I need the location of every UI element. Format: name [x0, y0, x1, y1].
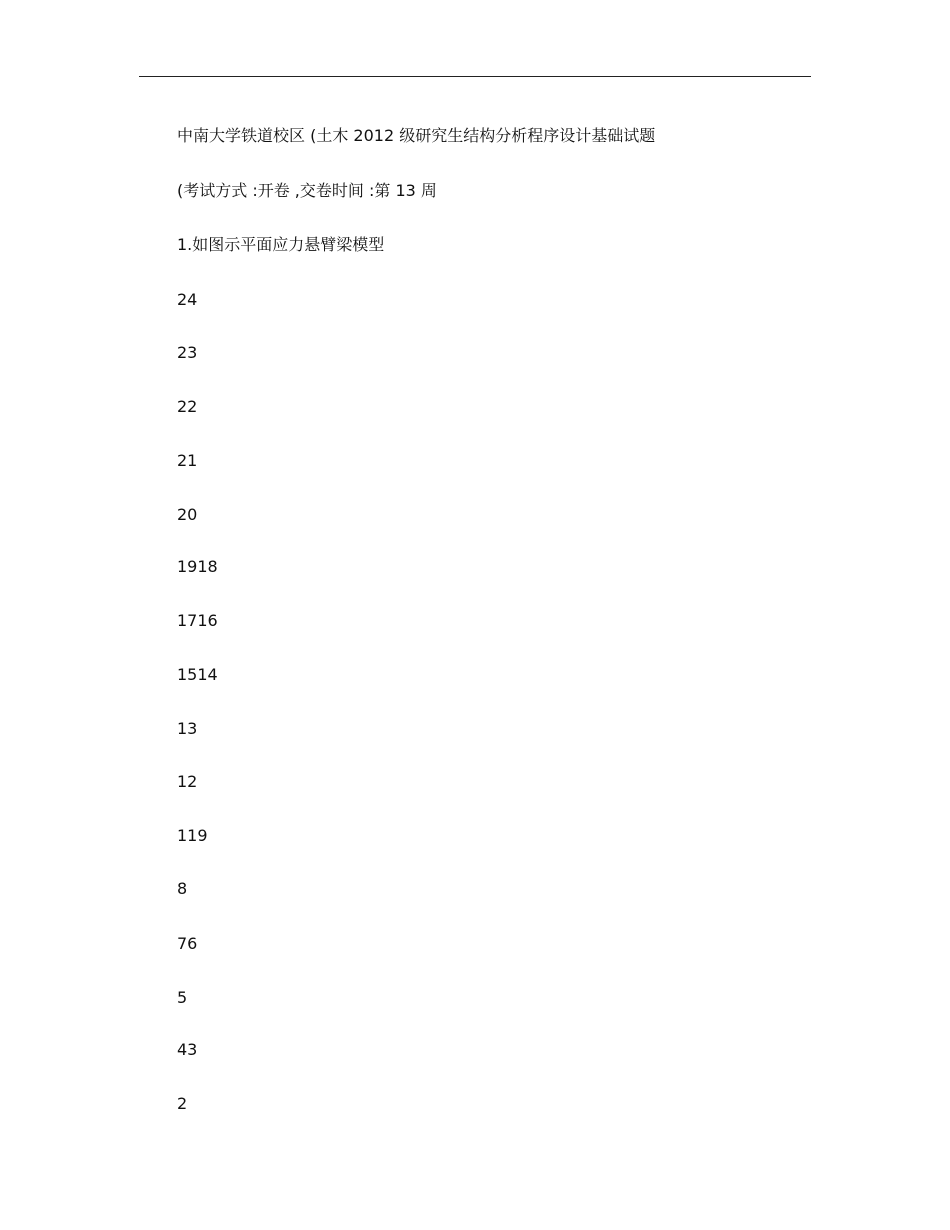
node-label: 76 [177, 934, 198, 953]
node-label: 20 [177, 505, 198, 524]
node-label: 22 [177, 397, 198, 416]
node-label: 1918 [177, 557, 218, 576]
node-label: 43 [177, 1040, 198, 1059]
header-rule [139, 76, 811, 77]
node-label: 8 [177, 879, 188, 898]
node-label: 24 [177, 290, 198, 309]
node-label: 12 [177, 772, 198, 791]
document-title: 中南大学铁道校区 (土木 2012 级研究生结构分析程序设计基础试题 [177, 126, 656, 145]
node-label: 119 [177, 826, 208, 845]
node-label: 1716 [177, 611, 218, 630]
exam-info: (考试方式 :开卷 ,交卷时间 :第 13 周 [177, 181, 437, 200]
node-label: 23 [177, 343, 198, 362]
node-label: 2 [177, 1094, 188, 1113]
node-label: 1514 [177, 665, 218, 684]
node-label: 21 [177, 451, 198, 470]
node-label: 13 [177, 719, 198, 738]
node-label: 5 [177, 988, 188, 1007]
question-1: 1.如图示平面应力悬臂梁模型 [177, 235, 385, 254]
